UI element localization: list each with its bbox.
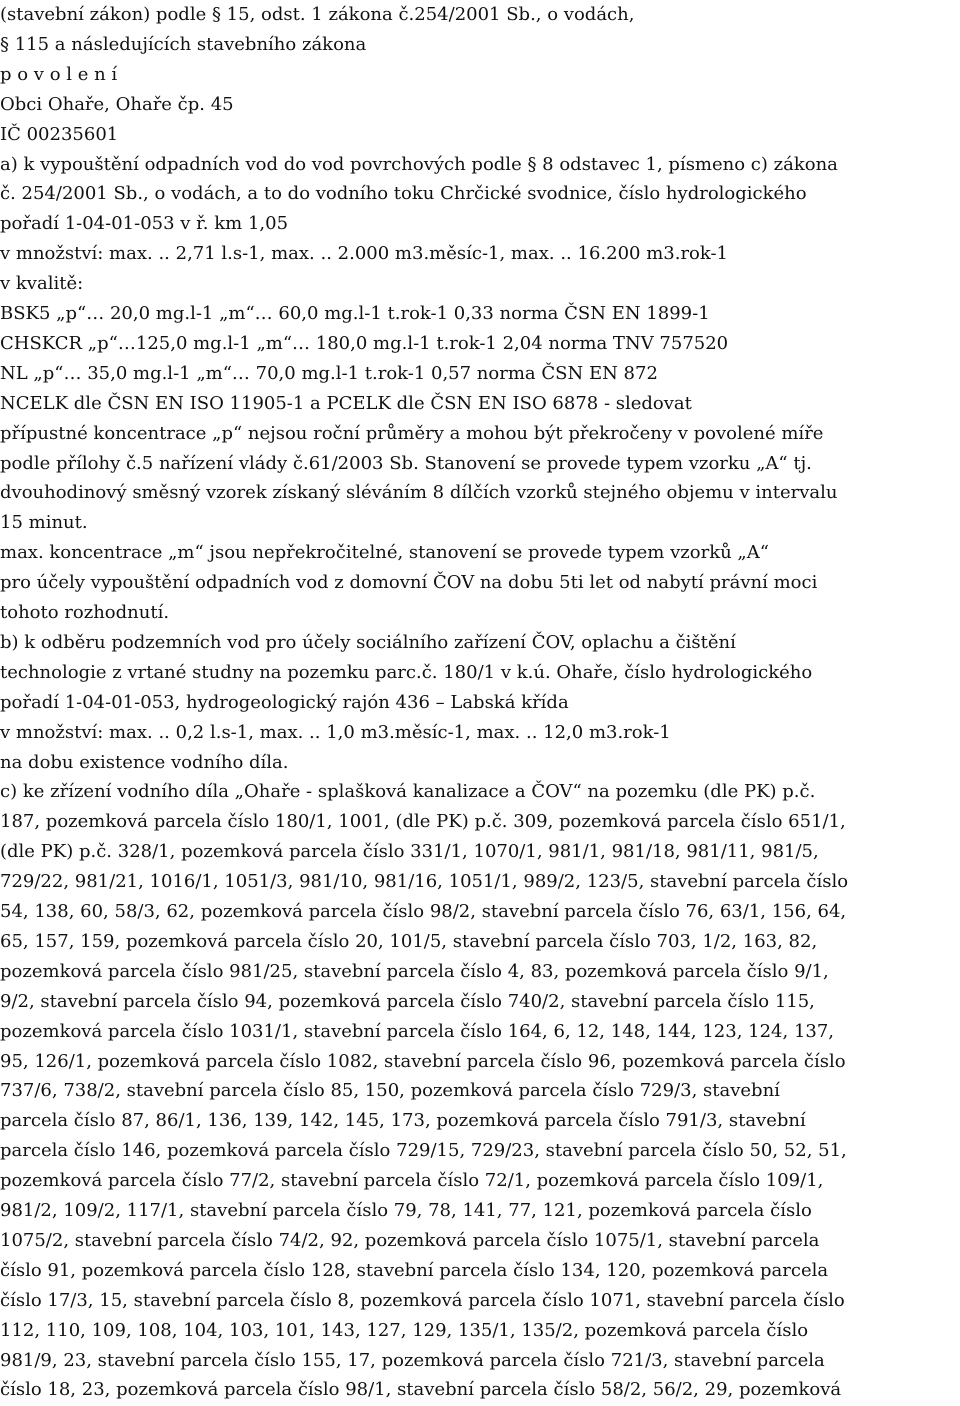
text-line: na dobu existence vodního díla.: [0, 751, 289, 773]
text-line: číslo 17/3, 15, stavební parcela číslo 8, pozemková parcela číslo 1071, stavební parcela číslo: [0, 1289, 845, 1311]
text-line: 15 minut.: [0, 512, 88, 534]
text-line: č. 254/2001 Sb., o vodách, a to do vodního toku Chrčické svodnice, číslo hydrologického: [0, 183, 807, 205]
text-line: pro účely vypouštění odpadních vod z domovní ČOV na dobu 5ti let od nabytí právní moci: [0, 572, 818, 594]
text-line: NCELK dle ČSN EN ISO 11905-1 a PCELK dle ČSN EN ISO 6878 - sledovat: [0, 392, 692, 414]
text-line: pořadí 1-04-01-053 v ř. km 1,05: [0, 213, 289, 235]
text-line: pozemková parcela číslo 981/25, stavební parcela číslo 4, 83, pozemková parcela číslo 9/1,: [0, 960, 829, 982]
text-line: IČ 00235601: [0, 123, 119, 145]
text-line: 65, 157, 159, pozemková parcela číslo 20, 101/5, stavební parcela číslo 703, 1/2, 163, 82,: [0, 930, 818, 952]
text-line: 54, 138, 60, 58/3, 62, pozemková parcela číslo 98/2, stavební parcela číslo 76, 63/1, 156, 64,: [0, 901, 847, 922]
text-line: technologie z vrtané studny na pozemku parc.č. 180/1 v k.ú. Ohaře, číslo hydrologického: [0, 661, 813, 683]
text-line: 981/9, 23, stavební parcela číslo 155, 17, pozemková parcela číslo 721/3, stavební parcela: [0, 1349, 825, 1371]
text-line: c) ke zřízení vodního díla „Ohaře - splašková kanalizace a ČOV“ na pozemku (dle PK) p.č.: [0, 781, 816, 803]
text-line: 187, pozemková parcela číslo 180/1, 1001, (dle PK) p.č. 309, pozemková parcela číslo 651/1,: [0, 811, 846, 833]
text-line: Obci Ohaře, Ohaře čp. 45: [0, 93, 234, 115]
text-line: tohoto rozhodnutí.: [0, 602, 170, 623]
text-line: parcela číslo 87, 86/1, 136, 139, 142, 145, 173, pozemková parcela číslo 791/3, stavební: [0, 1110, 806, 1132]
text-line: parcela číslo 146, pozemková parcela číslo 729/15, 729/23, stavební parcela číslo 50, 52, 51,: [0, 1140, 847, 1162]
text-line: přípustné koncentrace „p“ nejsou roční průměry a mohou být překročeny v povolené míře: [0, 422, 824, 444]
text-line: § 115 a následujících stavebního zákona: [0, 33, 367, 55]
text-line: číslo 91, pozemková parcela číslo 128, stavební parcela číslo 134, 120, pozemková parcela: [0, 1259, 829, 1281]
text-line: v kvalitě:: [0, 273, 84, 295]
text-line: číslo 18, 23, pozemková parcela číslo 98/1, stavební parcela číslo 58/2, 56/2, 29, pozemková: [0, 1379, 842, 1401]
text-line: BSK5 „p“… 20,0 mg.l-1 „m“… 60,0 mg.l-1 t.rok-1 0,33 norma ČSN EN 1899-1: [0, 303, 710, 324]
text-line: 729/22, 981/21, 1016/1, 1051/3, 981/10, 981/16, 1051/1, 989/2, 123/5, stavební parcela číslo: [0, 871, 849, 893]
text-line: v množství: max. .. 2,71 l.s-1, max. .. 2.000 m3.měsíc-1, max. .. 16.200 m3.rok-1: [0, 243, 729, 265]
text-line: max. koncentrace „m“ jsou nepřekročitelné, stanovení se provede typem vzorků „A“: [0, 542, 769, 564]
text-line: a) k vypouštění odpadních vod do vod povrchových podle § 8 odstavec 1, písmeno c) zákona: [0, 153, 838, 175]
text-line: dvouhodinový směsný vzorek získaný sléváním 8 dílčích vzorků stejného objemu v intervalu: [0, 482, 838, 504]
text-line: 9/2, stavební parcela číslo 94, pozemková parcela číslo 740/2, stavební parcela číslo 115,: [0, 990, 815, 1012]
text-line: (dle PK) p.č. 328/1, pozemková parcela číslo 331/1, 1070/1, 981/1, 981/18, 981/11, 981/5,: [0, 841, 819, 863]
text-line: NL „p“… 35,0 mg.l-1 „m“… 70,0 mg.l-1 t.rok-1 0,57 norma ČSN EN 872: [0, 362, 658, 384]
text-line: CHSKCR „p“…125,0 mg.l-1 „m“… 180,0 mg.l-1 t.rok-1 2,04 norma TNV 757520: [0, 332, 729, 354]
text-line: 1075/2, stavební parcela číslo 74/2, 92, pozemková parcela číslo 1075/1, stavební parcela: [0, 1229, 820, 1251]
text-line: pozemková parcela číslo 77/2, stavební parcela číslo 72/1, pozemková parcela číslo 109/1,: [0, 1170, 824, 1192]
text-line: 95, 126/1, pozemková parcela číslo 1082, stavební parcela číslo 96, pozemková parcela číslo: [0, 1050, 846, 1072]
text-line: 981/2, 109/2, 117/1, stavební parcela číslo 79, 78, 141, 77, 121, pozemková parcela číslo: [0, 1200, 812, 1221]
text-line: pozemková parcela číslo 1031/1, stavební parcela číslo 164, 6, 12, 148, 144, 123, 124, 137,: [0, 1020, 835, 1042]
text-line: pořadí 1-04-01-053, hydrogeologický rajón 436 – Labská křída: [0, 691, 569, 713]
text-line: p o v o l e n í: [0, 63, 118, 85]
text-line: v množství: max. .. 0,2 l.s-1, max. .. 1,0 m3.měsíc-1, max. .. 12,0 m3.rok-1: [0, 721, 671, 743]
text-line: 112, 110, 109, 108, 104, 103, 101, 143, 127, 129, 135/1, 135/2, pozemková parcela číslo: [0, 1319, 809, 1341]
text-line: podle přílohy č.5 nařízení vlády č.61/2003 Sb. Stanovení se provede typem vzorku „A“ tj.: [0, 452, 812, 474]
text-line: (stavební zákon) podle § 15, odst. 1 zákona č.254/2001 Sb., o vodách,: [0, 4, 635, 25]
text-line: 737/6, 738/2, stavební parcela číslo 85, 150, pozemková parcela číslo 729/3, stavební: [0, 1080, 780, 1102]
text-line: b) k odběru podzemních vod pro účely sociálního zařízení ČOV, oplachu a čištění: [0, 631, 736, 653]
